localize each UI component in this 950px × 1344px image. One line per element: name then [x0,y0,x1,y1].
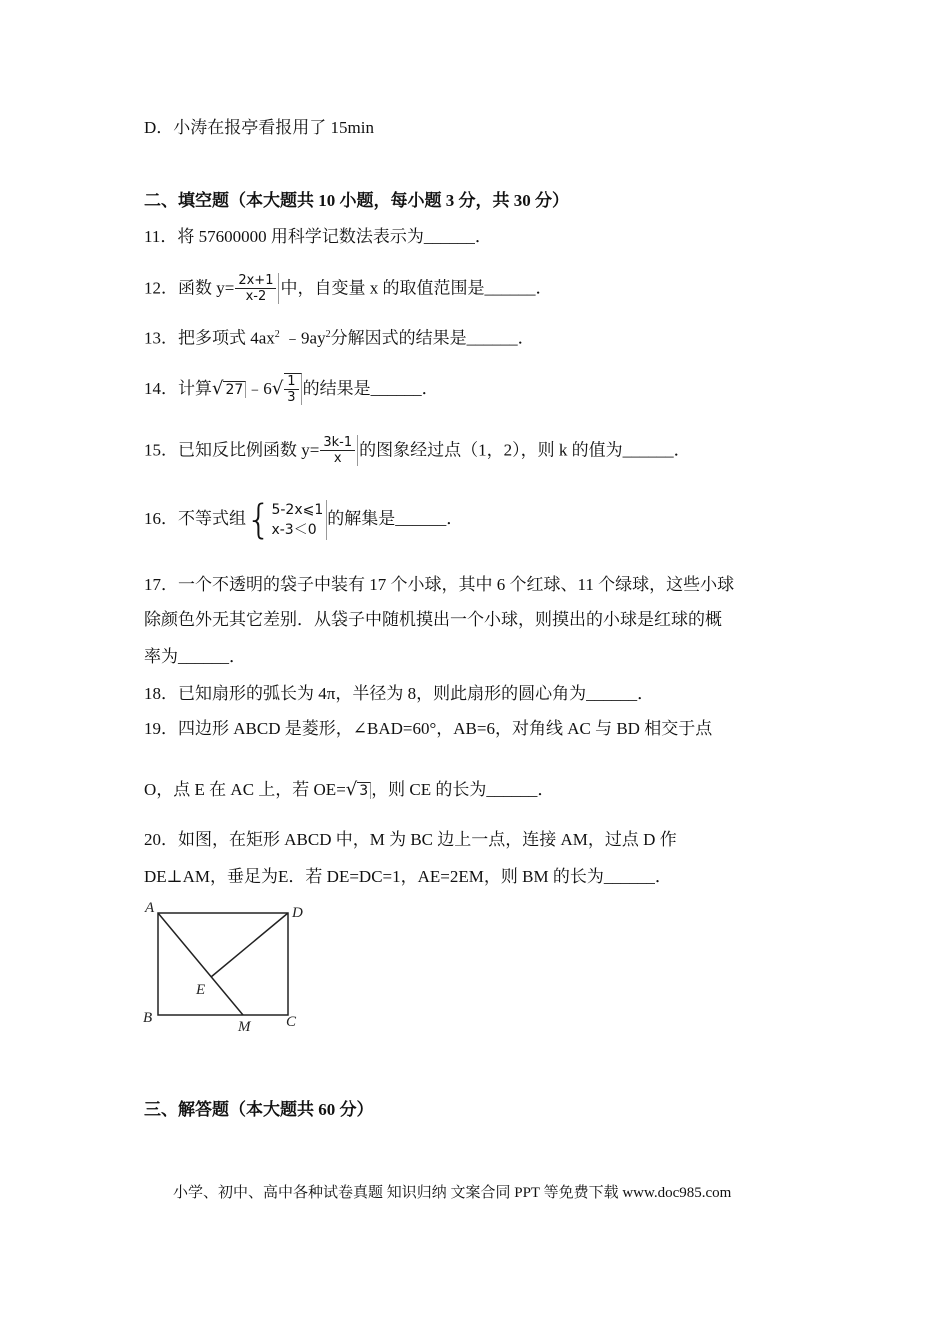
sqrt-icon: √ [271,377,284,399]
sqrt-icon: √ [345,779,358,800]
label-a: A [145,900,155,916]
q14-frac-den: 3 [287,390,296,405]
q13-part-a: 13．把多项式 4ax [144,328,275,348]
question-16 [144,497,464,544]
question-19-line-1: 19．四边形 ABCD 是菱形，∠BAD=60°，AB=6，对角线 AC 与 BD 相交于点 [144,719,713,738]
option-d: D．小涛在报亭看报用了 15min [144,118,374,137]
q12-fraction [235,273,279,304]
question-11: 11．将 57600000 用科学记数法表示为______． [144,227,492,246]
question-20-line-2: DE⊥AM，垂足为E．若 DE=DC=1，AE=2EM，则 BM 的长为______． [144,867,672,886]
page-footer: 小学、初中、高中各种试卷真题 知识归纳 文案合同 PPT 等免费下载 www.doc985.com [173,1185,732,1201]
q12-suffix: 中，自变量 x 的取值范围是______． [280,278,553,298]
q14-fraction [284,373,301,405]
rectangle-figure [140,898,310,1038]
q13-exponent-2: 2 [325,329,331,340]
q14-frac-num: 1 [284,374,298,390]
q14-sqrt-arg: 27 [223,381,246,398]
q13-part-c: 分解因式的结果是______． [330,328,535,348]
q14-minus: ﹣6 [246,378,272,398]
q19-prefix: O，点 E 在 AC 上，若 OE= [144,780,346,799]
q15-fraction [320,435,358,466]
q16-inequality-2: x-3＜0 [271,522,317,539]
question-12 [144,274,552,305]
question-14 [144,374,439,406]
label-b: B [143,1010,153,1026]
q15-prefix: 15．已知反比例函数 y= [144,440,320,460]
sqrt-icon: √ [212,377,224,399]
question-18: 18．已知扇形的弧长为 4π，半径为 8，则此扇形的圆心角为______． [144,684,655,703]
section-2-heading: 二、填空题（本大题共 10 小题，每小题 3 分，共 30 分） [144,191,569,210]
question-17-line-2: 除颜色外无其它差别．从袋子中随机摸出一个小球，则摸出的小球是红球的概 [144,610,722,629]
q12-denominator: x-2 [245,289,267,304]
question-20-line-1: 20．如图，在矩形 ABCD 中，M 为 BC 边上一点，连接 AM，过点 D 作 [144,830,677,849]
label-m: M [238,1019,251,1035]
question-17-line-3: 率为______． [144,647,246,666]
q13-part-b: ﹣9ay [279,328,326,348]
q16-prefix: 16．不等式组 [144,509,246,528]
question-15 [144,436,691,467]
question-13 [144,324,535,350]
segment-am [158,913,243,1015]
segment-de [211,913,288,977]
label-d: D [292,905,303,921]
q14-suffix: 的结果是______． [302,378,439,398]
section-3-heading: 三、解答题（本大题共 60 分） [144,1100,374,1119]
q12-prefix: 12．函数 y= [144,278,235,298]
q13-exponent-1: 2 [274,329,280,340]
left-brace-icon: { [246,497,272,544]
label-e: E [196,982,206,998]
q16-suffix: 的解集是______． [327,509,464,528]
q14-prefix: 14．计算 [144,378,212,398]
question-17-line-1: 17．一个不透明的袋子中装有 17 个小球，其中 6 个红球、11 个绿球，这些小球 [144,575,735,594]
q16-system [271,500,327,540]
q15-denominator: x [333,451,342,466]
label-c: C [286,1014,297,1030]
q19-sqrt-arg: 3 [357,782,371,799]
q15-suffix: 的图象经过点（1，2），则 k 的值为______． [359,440,691,460]
q19-suffix: ，则 CE 的长为______． [371,780,555,799]
q12-numerator: 2x+1 [235,273,276,289]
q16-inequality-1: 5-2x⩽1 [271,502,324,519]
q15-numerator: 3k-1 [320,435,355,451]
question-19-line-2 [144,779,554,802]
